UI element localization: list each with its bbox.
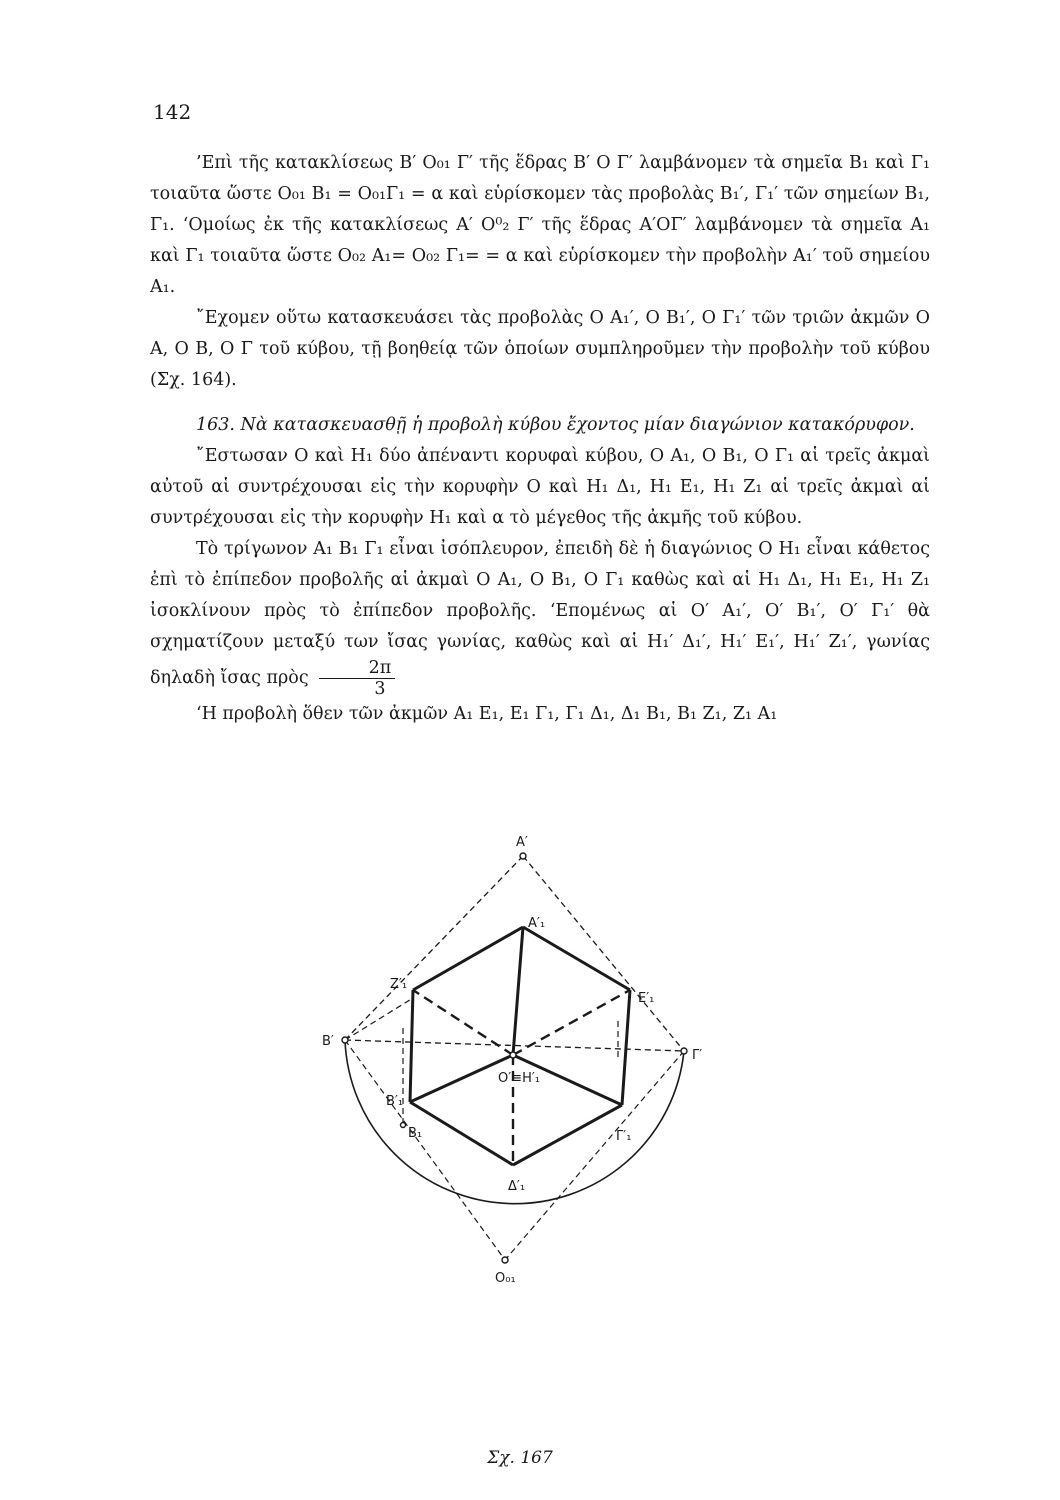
label-B1: Β₁ (408, 1126, 423, 1141)
problem-number: 163. (196, 415, 235, 435)
point-A-prime (520, 853, 526, 859)
fraction-denominator: 3 (374, 679, 386, 699)
edge-A1-E1 (523, 927, 630, 990)
edge-G1-D1 (513, 1105, 622, 1165)
edge-E1-G1 (622, 990, 630, 1105)
points (342, 853, 687, 1263)
label-A1-prime: Α′₁ (528, 916, 546, 931)
problem-statement (150, 410, 930, 441)
label-O-H: Ο′≡Η′₁ (498, 1071, 541, 1086)
figure-167 (300, 830, 740, 1480)
label-G1-prime: Γ′₁ (616, 1129, 632, 1144)
edge-H-E1 (513, 990, 630, 1055)
label-A-prime: Α′ (516, 835, 528, 850)
point-O-H (510, 1052, 516, 1058)
label-E1-prime: Ε′₁ (638, 991, 655, 1006)
edge-A-B (345, 856, 523, 1040)
point-B-prime (342, 1037, 348, 1043)
edge-A1-Z1 (413, 927, 523, 990)
edge-B1-D1 (410, 1102, 513, 1165)
figure-caption: Σχ. 167 (487, 1448, 553, 1468)
paragraph-4-text: Τὸ τρίγωνον Α₁ Β₁ Γ₁ εἶναι ἰσόπλευρον, ἐπειδὴ δὲ ἡ διαγώνιος Ο Η₁ εἶναι κάθετος ἐπὶ τὸ ἐπίπεδον προβολῆς αἱ ἀκμαὶ Ο Α₁, Ο Β₁, Ο Γ₁ καθὼς καὶ αἱ Η₁ Δ₁, Η₁ Ε₁, Η₁ Ζ₁ ἰσοκλίνουν πρὸς τὸ ἐπίπεδον προβολῆς. ‘Επομένως αἱ Ο′ Α₁′, Ο′ Β₁′, Ο′ Γ₁′ θὰ σχηματίζουν μεταξύ των ἴσας γωνίας, καθὼς καὶ αἱ Η₁′ Δ₁′, Η₁′ Ε₁′, Η₁′ Ζ₁′, γωνίας δηλαδὴ ἴσας πρὸς (150, 539, 930, 688)
point-B1 (401, 1123, 406, 1128)
edge-A-G (523, 856, 684, 1051)
label-B1-prime: Β′₁ (386, 1094, 404, 1109)
problem-text: Νὰ κατασκευασθῇ ἡ προβολὴ κύβου ἔχοντος μίαν διαγώνιον κατακόρυφον. (240, 415, 915, 435)
label-Z1-prime: Ζ′₁ (390, 977, 408, 992)
point-G-prime (681, 1048, 687, 1054)
edge-H-Z1 (413, 990, 513, 1055)
point-O01 (502, 1257, 508, 1263)
body-text (150, 148, 930, 730)
label-B-prime: Β′ (322, 1034, 334, 1049)
paragraph-1: ’Επὶ τῆς κατακλίσεως Β′ Ο₀₁ Γ′ τῆς ἕδρας Β′ Ο Γ′ λαμβάνομεν τὰ σημεῖα Β₁ καὶ Γ₁ τοιαῦτα ὥστε Ο₀₁ Β₁ = Ο₀₁Γ₁ = α καὶ εὑρίσκομεν τὰς προβολὰς Β₁′, Γ₁′ τῶν σημείων Β₁, Γ₁. ‘Ομοίως ἐκ τῆς κατακλίσεως Α′ Ο⁰₂ Γ′ τῆς ἕδρας Α′ΟΓ′ λαμβάνομεν τὰ σημεῖα Α₁ καὶ Γ₁ τοιαῦτα ὥστε Ο₀₂ Α₁= Ο₀₂ Γ₁= = α καὶ εὑρίσκομεν τὴν προβολὴν Α₁′ τοῦ σημείου Α₁. (150, 153, 930, 297)
edge-Z1-B1 (410, 990, 413, 1102)
paragraph-2: ῎Εχομεν οὕτω κατασκευάσει τὰς προβολὰς Ο Α₁′, Ο Β₁′, Ο Γ₁′ τῶν τριῶν ἀκμῶν Ο Α, Ο Β, Ο Γ τοῦ κύβου, τῇ βοηθείᾳ τῶν ὁποίων συμπληροῦμεν τὴν προβολὴν τοῦ κύβου (Σχ. 164). (150, 308, 930, 390)
fraction-two-pi-over-three (319, 658, 396, 699)
paragraph-5: ‘Η προβολὴ ὅθεν τῶν ἀκμῶν Α₁ Ε₁, Ε₁ Γ₁, Γ₁ Δ₁, Δ₁ Β₁, Β₁ Ζ₁, Ζ₁ Α₁ (196, 704, 778, 724)
label-D1-prime: Δ′₁ (508, 1179, 526, 1194)
label-O01: Ο₀₁ (495, 1271, 516, 1286)
page-number: 142 (153, 100, 192, 124)
edge-O-A1 (513, 927, 523, 1055)
fraction-numerator: 2π (319, 658, 396, 679)
line-B-O01 (345, 1040, 505, 1260)
paragraph-3: ῎Εστωσαν Ο καὶ Η₁ δύο ἀπέναντι κορυφαὶ κύβου, Ο Α₁, Ο Β₁, Ο Γ₁ αἱ τρεῖς ἀκμαὶ αὐτοῦ αἱ συντρέχουσαι εἰς τὴν κορυφὴν Ο καὶ Η₁ Δ₁, Η₁ Ε₁, Η₁ Ζ₁ αἱ τρεῖς ἀκμαὶ αἱ συντρέχουσαι εἰς τὴν κορυφὴν Η₁ καὶ α τὸ μέγεθος τῆς ἀκμῆς τοῦ κύβου. (150, 446, 930, 528)
paragraph-4 (150, 534, 930, 699)
label-G-prime: Γ′ (692, 1048, 703, 1063)
cube-projection-diagram (300, 830, 740, 1480)
